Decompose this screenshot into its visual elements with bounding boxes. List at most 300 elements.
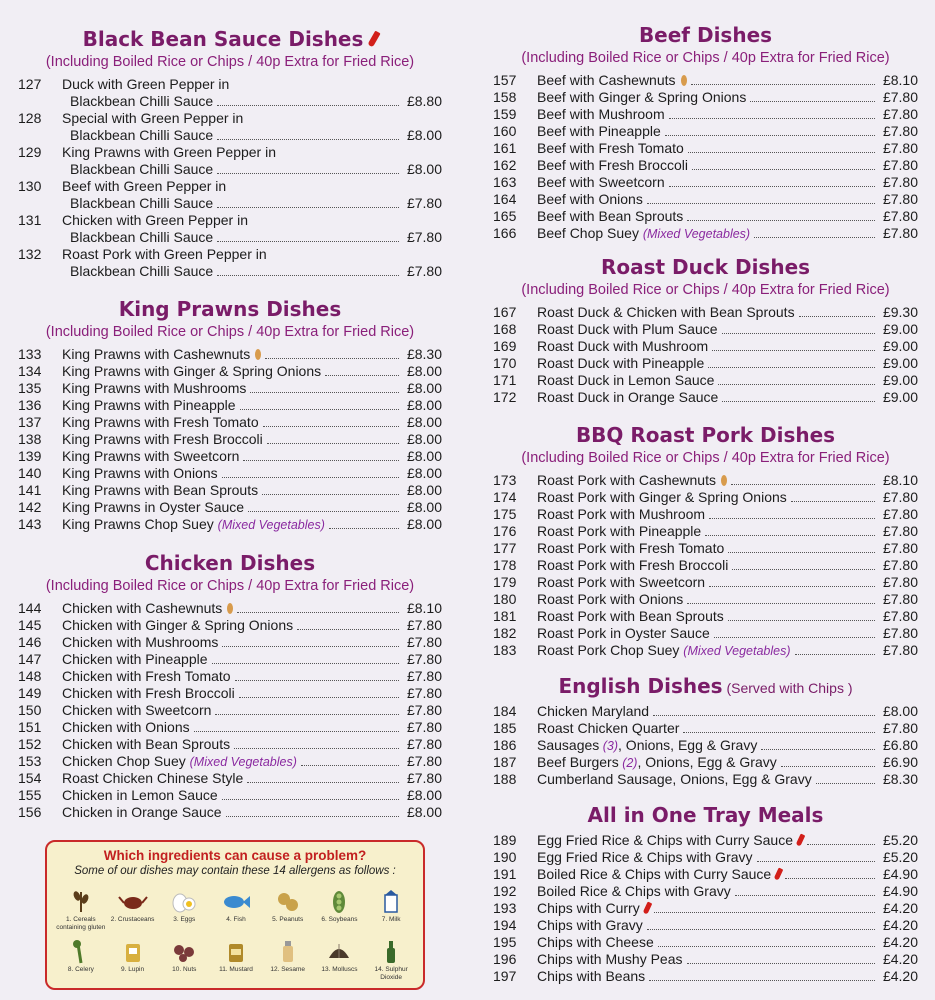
item-line <box>62 93 442 110</box>
dot-leader <box>728 620 875 621</box>
item-line <box>62 110 442 127</box>
item-number: 197 <box>493 968 517 984</box>
allergen-label: 9. Lupin <box>120 966 145 973</box>
menu-item <box>18 516 442 533</box>
item-price: £8.00 <box>406 448 442 464</box>
item-name <box>537 832 803 849</box>
item-body <box>537 625 918 642</box>
item-number: 147 <box>18 651 42 667</box>
section-subtitle: (Including Boiled Rice or Chips / 40p Extra for Fried Rice) <box>521 450 890 466</box>
item-hint: (Mixed Vegetables) <box>217 518 325 532</box>
section-title <box>18 26 442 52</box>
item-number: 168 <box>493 321 517 337</box>
dot-leader <box>683 732 875 733</box>
dot-leader <box>325 375 399 376</box>
allergen-label: 4. Fish <box>226 916 246 923</box>
item-number: 137 <box>18 414 42 430</box>
item-body <box>537 523 918 540</box>
item-name-text: Roast Chicken Chinese Style <box>62 770 244 786</box>
item-list <box>493 472 918 659</box>
allergen-label: 7. Milk <box>381 916 401 923</box>
item-line <box>537 968 918 985</box>
item-line <box>537 389 918 406</box>
dot-leader <box>709 518 875 519</box>
item-price: £8.00 <box>406 397 442 413</box>
item-name-text: King Prawns with Green Pepper in <box>62 144 276 160</box>
item-price: £7.80 <box>882 225 918 241</box>
item-body <box>537 703 918 720</box>
menu-item <box>493 506 918 523</box>
item-name <box>62 346 261 363</box>
section-subtitle: (Including Boiled Rice or Chips / 40p Extra for Fried Rice) <box>45 54 415 70</box>
item-name <box>537 934 654 951</box>
menu-item <box>493 642 918 659</box>
menu-item <box>493 174 918 191</box>
item-number: 173 <box>493 472 517 488</box>
nut-icon <box>721 475 727 486</box>
item-name <box>537 900 650 917</box>
item-name-text: Sausages <box>537 737 600 753</box>
dot-leader <box>807 844 875 845</box>
item-price: £9.00 <box>882 372 918 388</box>
item-body <box>62 246 442 280</box>
item-price: £4.90 <box>882 883 918 899</box>
item-line <box>537 591 918 608</box>
item-line <box>62 668 442 685</box>
item-line <box>62 499 442 516</box>
item-name <box>537 157 688 174</box>
dot-leader <box>687 220 875 221</box>
item-line <box>62 719 442 736</box>
item-number: 175 <box>493 506 517 522</box>
section-title <box>493 22 918 48</box>
item-name-line2: Blackbean Chilli Sauce <box>70 195 214 211</box>
item-name <box>62 414 259 431</box>
menu-section <box>18 26 442 280</box>
allergen-label: 3. Eggs <box>173 916 196 923</box>
item-body <box>62 702 442 719</box>
item-name <box>537 951 683 968</box>
item-name-text: Cumberland Sausage, Onions, Egg & Gravy <box>537 771 812 787</box>
item-price: £7.80 <box>882 489 918 505</box>
item-line <box>537 720 918 737</box>
menu-item <box>18 668 442 685</box>
item-name-text: Roast Pork with Ginger & Spring Onions <box>537 489 787 505</box>
menu-item <box>493 304 918 321</box>
item-price: £8.00 <box>406 516 442 532</box>
item-price: £9.00 <box>882 355 918 371</box>
section-title <box>18 296 442 322</box>
item-number: 187 <box>493 754 517 770</box>
dot-leader <box>265 358 399 359</box>
item-body <box>537 355 918 372</box>
item-number: 183 <box>493 642 517 658</box>
item-number: 184 <box>493 703 517 719</box>
item-name-text: Roast Pork with Bean Sprouts <box>537 608 724 624</box>
fish-icon <box>221 888 251 914</box>
item-name-text: Roast Duck in Orange Sauce <box>537 389 719 405</box>
item-hint: (Mixed Vegetables) <box>683 644 791 658</box>
dot-leader <box>212 663 399 664</box>
dot-leader <box>722 333 875 334</box>
menu-item <box>493 951 918 968</box>
item-name-text: Egg Fried Rice & Chips with Gravy <box>537 849 753 865</box>
sesame-icon <box>273 938 303 964</box>
dot-leader <box>722 401 875 402</box>
item-number: 153 <box>18 753 42 769</box>
chili-icon <box>774 868 784 881</box>
item-name <box>537 703 649 720</box>
menu-item <box>493 72 918 89</box>
item-price: £4.20 <box>882 934 918 950</box>
item-body <box>537 174 918 191</box>
menu-item <box>18 719 442 736</box>
item-name <box>537 917 643 934</box>
item-name <box>62 431 263 448</box>
item-name <box>537 72 687 89</box>
dot-leader <box>708 367 875 368</box>
chili-icon <box>368 31 381 48</box>
item-price: £8.00 <box>406 127 442 143</box>
item-number: 167 <box>493 304 517 320</box>
menu-item <box>18 770 442 787</box>
item-name-text: Roast Chicken Quarter <box>537 720 680 736</box>
item-name <box>62 787 218 804</box>
item-price: £7.80 <box>882 157 918 173</box>
dot-leader <box>194 731 399 732</box>
item-number: 166 <box>493 225 517 241</box>
item-line <box>537 754 918 771</box>
dot-leader <box>647 929 875 930</box>
item-name <box>537 754 777 772</box>
item-line <box>537 900 918 917</box>
item-name-text: Chicken in Lemon Sauce <box>62 787 218 803</box>
allergen-label: 6. Soybeans <box>321 916 358 923</box>
dot-leader <box>816 783 875 784</box>
item-name-tail: , Onions, Egg & Gravy <box>637 754 777 770</box>
item-name <box>62 600 233 617</box>
item-name-text: Roast Pork with Pineapple <box>537 523 702 539</box>
dot-leader <box>732 569 875 570</box>
item-price: £7.80 <box>406 651 442 667</box>
section-title-text: BBQ Roast Pork Dishes <box>575 423 836 447</box>
item-price: £7.80 <box>882 625 918 641</box>
item-name <box>537 771 812 788</box>
item-number: 140 <box>18 465 42 481</box>
menu-item <box>18 617 442 634</box>
item-line <box>62 346 442 363</box>
item-name-line2: Blackbean Chilli Sauce <box>70 93 214 109</box>
item-number: 150 <box>18 702 42 718</box>
item-body <box>62 144 442 178</box>
menu-item <box>493 608 918 625</box>
item-name <box>537 642 791 660</box>
dot-leader <box>714 637 875 638</box>
item-name-text: Beef with Mushroom <box>537 106 665 122</box>
menu-item <box>18 110 442 144</box>
item-name-line2: Blackbean Chilli Sauce <box>70 161 214 177</box>
item-name <box>62 482 258 499</box>
item-number: 156 <box>18 804 42 820</box>
item-name-text: Chicken Maryland <box>537 703 650 719</box>
item-line <box>62 804 442 821</box>
item-name-text: Roast Duck with Mushroom <box>537 338 709 354</box>
item-price: £5.20 <box>882 849 918 865</box>
section-title-text: King Prawns Dishes <box>118 297 342 321</box>
item-line <box>537 123 918 140</box>
item-number: 176 <box>493 523 517 539</box>
item-line <box>537 506 918 523</box>
item-body <box>537 917 918 934</box>
allergen-label: 5. Peanuts <box>272 916 304 923</box>
item-body <box>62 380 442 397</box>
item-number: 143 <box>18 516 42 532</box>
item-body <box>62 363 442 380</box>
item-line <box>62 431 442 448</box>
item-body <box>62 178 442 212</box>
menu-item <box>493 720 918 737</box>
dot-leader <box>653 715 875 716</box>
menu-section <box>493 22 918 242</box>
dot-leader <box>669 118 875 119</box>
item-price: £7.80 <box>882 574 918 590</box>
item-price: £6.90 <box>882 754 918 770</box>
allergen-item <box>365 938 417 982</box>
allergen-item <box>262 938 314 982</box>
menu-item <box>493 338 918 355</box>
item-line <box>62 397 442 414</box>
item-price: £5.20 <box>882 832 918 848</box>
item-number: 180 <box>493 591 517 607</box>
item-line <box>62 76 442 93</box>
dot-leader <box>687 963 875 964</box>
item-line <box>537 951 918 968</box>
item-price: £8.00 <box>406 787 442 803</box>
item-line <box>537 338 918 355</box>
dot-leader <box>226 816 399 817</box>
item-name <box>62 397 236 414</box>
item-body <box>62 499 442 516</box>
item-line <box>537 72 918 89</box>
item-body <box>62 76 442 110</box>
item-price: £8.30 <box>882 771 918 787</box>
item-line <box>62 787 442 804</box>
item-name <box>537 89 746 106</box>
menu-item <box>18 685 442 702</box>
item-number: 151 <box>18 719 42 735</box>
item-line <box>62 229 442 246</box>
item-line <box>537 934 918 951</box>
item-name-text: King Prawns with Onions <box>62 465 218 481</box>
wheat-icon <box>66 888 96 914</box>
menu-item <box>493 208 918 225</box>
item-list <box>493 703 918 788</box>
dot-leader <box>301 765 399 766</box>
dot-leader <box>247 782 399 783</box>
item-price: £9.00 <box>882 389 918 405</box>
menu-item <box>18 144 442 178</box>
item-name <box>537 506 705 523</box>
item-name-text: Beef Chop Suey <box>537 225 639 241</box>
section-title-text: Chicken Dishes <box>144 551 316 575</box>
item-body <box>537 951 918 968</box>
allergen-label: 11. Mustard <box>219 966 253 973</box>
item-body <box>62 736 442 753</box>
item-line <box>62 685 442 702</box>
menu-item <box>18 787 442 804</box>
item-line <box>537 642 918 659</box>
menu-section <box>18 550 442 821</box>
item-list <box>18 600 442 821</box>
item-name-text: Beef with Ginger & Spring Onions <box>537 89 747 105</box>
item-name <box>537 140 684 157</box>
section-title-text: All in One Tray Meals <box>587 803 824 827</box>
item-name-tail: , Onions, Egg & Gravy <box>618 737 758 753</box>
dot-leader <box>795 654 875 655</box>
item-number: 182 <box>493 625 517 641</box>
menu-item <box>18 448 442 465</box>
item-name <box>537 372 714 389</box>
item-name <box>62 516 325 534</box>
item-number: 127 <box>18 76 42 92</box>
dot-leader <box>687 603 875 604</box>
item-line <box>537 355 918 372</box>
allergen-item <box>107 888 159 932</box>
item-price: £8.80 <box>406 93 442 109</box>
menu-item <box>18 600 442 617</box>
menu-item <box>493 355 918 372</box>
item-line <box>537 191 918 208</box>
item-name <box>537 208 683 225</box>
item-name <box>62 178 226 195</box>
item-price: £7.80 <box>406 195 442 211</box>
dot-leader <box>217 275 399 276</box>
item-price: £9.00 <box>882 338 918 354</box>
item-hint: (3) <box>599 739 619 753</box>
item-body <box>62 787 442 804</box>
item-body <box>62 753 442 770</box>
dot-leader <box>754 237 875 238</box>
dot-leader <box>785 878 875 879</box>
item-body <box>62 804 442 821</box>
item-name-line2: Blackbean Chilli Sauce <box>70 263 214 279</box>
dot-leader <box>781 766 875 767</box>
item-name <box>537 625 710 642</box>
item-name-text: King Prawns with Fresh Broccoli <box>62 431 263 447</box>
dot-leader <box>217 207 399 208</box>
item-number: 170 <box>493 355 517 371</box>
item-line <box>537 883 918 900</box>
item-line <box>62 651 442 668</box>
menu-item <box>18 363 442 380</box>
menu-item <box>493 523 918 540</box>
item-price: £4.90 <box>882 866 918 882</box>
item-line <box>537 703 918 720</box>
item-body <box>537 900 918 917</box>
menu-item <box>18 804 442 821</box>
menu-item <box>493 934 918 951</box>
item-name <box>62 702 211 719</box>
item-name-text: Chicken with Green Pepper in <box>62 212 248 228</box>
celery-icon <box>66 938 96 964</box>
item-price: £7.80 <box>882 557 918 573</box>
item-body <box>62 685 442 702</box>
item-name-text: Roast Pork in Oyster Sauce <box>537 625 710 641</box>
item-name-text: Beef Burgers <box>537 754 619 770</box>
menu-item <box>493 883 918 900</box>
item-line <box>537 832 918 849</box>
allergen-item <box>55 888 107 932</box>
item-name-text: Roast Pork with Onions <box>537 591 684 607</box>
item-price: £7.80 <box>406 685 442 701</box>
item-name <box>62 246 267 263</box>
item-body <box>537 321 918 338</box>
item-price: £7.80 <box>406 263 442 279</box>
item-line <box>537 771 918 788</box>
item-number: 135 <box>18 380 42 396</box>
item-name-text: Roast Duck with Plum Sauce <box>537 321 718 337</box>
menu-item <box>493 625 918 642</box>
section-subtitle: (Including Boiled Rice or Chips / 40p Extra for Fried Rice) <box>521 282 890 298</box>
item-name-text: Beef with Pineapple <box>537 123 661 139</box>
item-body <box>62 110 442 144</box>
section-title-text: English Dishes <box>558 674 723 698</box>
item-line <box>537 849 918 866</box>
dot-leader <box>665 135 875 136</box>
item-body <box>62 397 442 414</box>
item-body <box>537 472 918 489</box>
allergen-label: 14. Sulphur Dioxide <box>374 966 408 981</box>
item-name <box>537 338 708 355</box>
item-line <box>537 372 918 389</box>
item-price: £7.80 <box>882 106 918 122</box>
item-line <box>537 625 918 642</box>
allergen-item <box>210 888 262 932</box>
item-number: 148 <box>18 668 42 684</box>
item-line <box>537 917 918 934</box>
item-name <box>62 499 244 516</box>
item-line <box>62 246 442 263</box>
dot-leader <box>243 460 399 461</box>
menu-item <box>18 736 442 753</box>
section-title-text: Black Bean Sauce Dishes <box>82 27 364 51</box>
dot-leader <box>248 511 399 512</box>
item-number: 192 <box>493 883 517 899</box>
item-name-text: Duck with Green Pepper in <box>62 76 230 92</box>
item-name-text: Beef with Sweetcorn <box>537 174 665 190</box>
dot-leader <box>712 350 875 351</box>
item-number: 195 <box>493 934 517 950</box>
item-name <box>62 144 276 161</box>
item-body <box>537 506 918 523</box>
section-title-text: Beef Dishes <box>638 23 773 47</box>
item-name <box>537 225 750 243</box>
item-price: £8.00 <box>406 465 442 481</box>
item-name <box>537 389 718 406</box>
item-number: 165 <box>493 208 517 224</box>
item-name-text: Beef with Cashewnuts <box>537 72 676 88</box>
item-name <box>537 106 665 123</box>
item-name-text: Special with Green Pepper in <box>62 110 244 126</box>
menu-item <box>493 106 918 123</box>
item-price: £7.80 <box>882 208 918 224</box>
item-name <box>62 685 235 702</box>
item-name <box>537 849 753 866</box>
menu-item <box>493 157 918 174</box>
item-line <box>62 770 442 787</box>
dot-leader <box>692 169 875 170</box>
item-name <box>62 753 297 771</box>
